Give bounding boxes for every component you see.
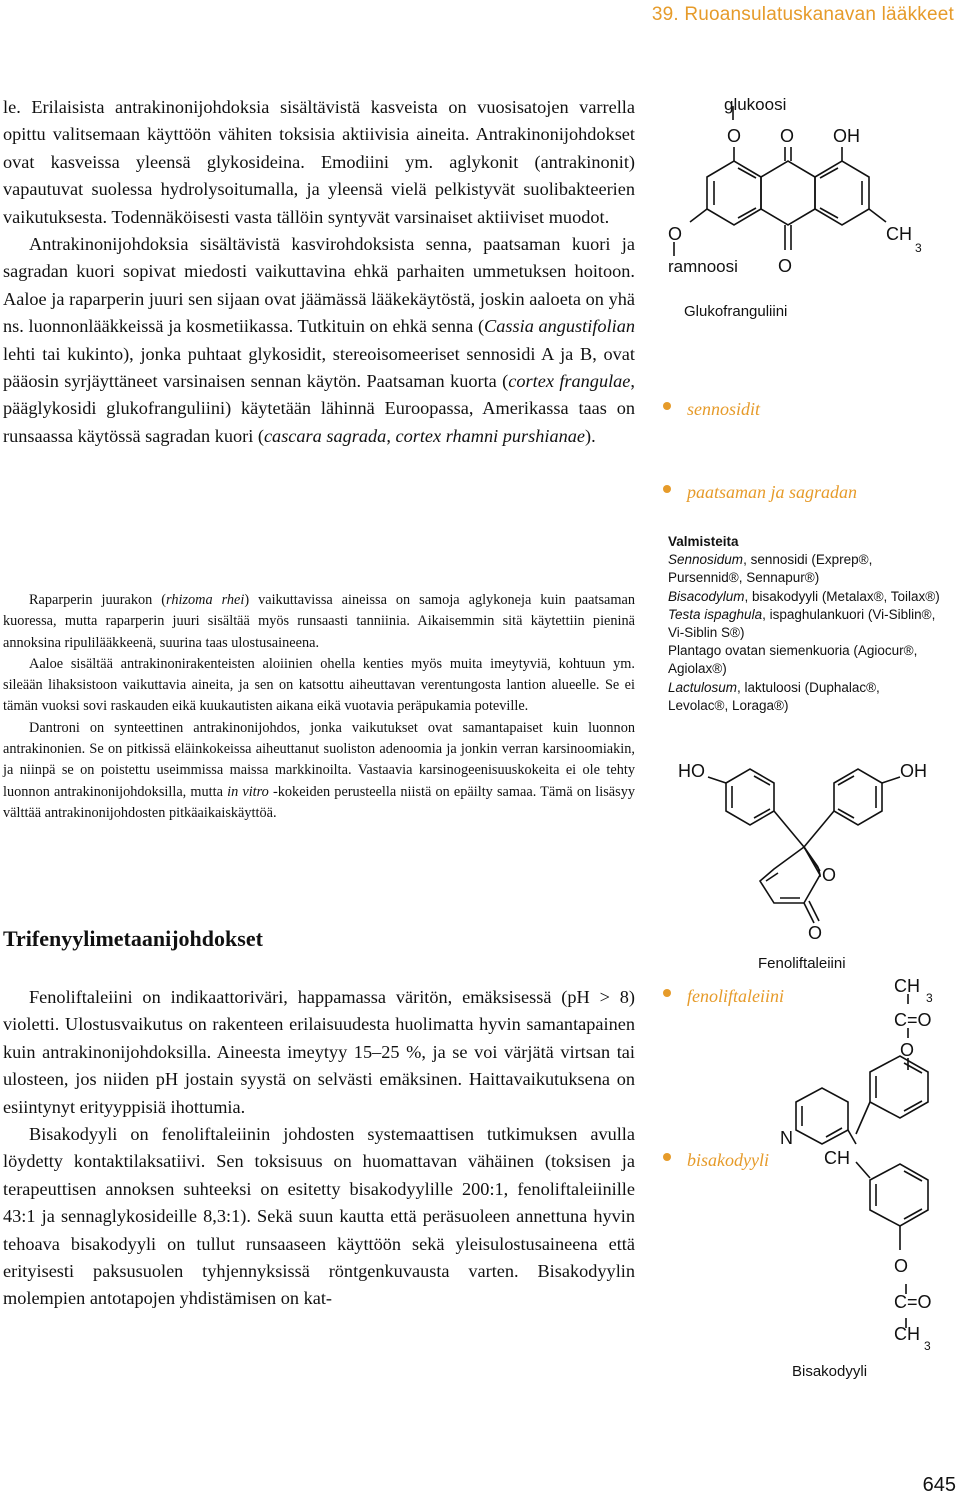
subscript-label: 3: [926, 991, 933, 1005]
sidebar-bullet-sennosidit: [663, 399, 760, 420]
sidebar-bullet-bisakodyyli: [663, 1150, 769, 1171]
methine-label: CH: [824, 1148, 850, 1168]
structure-caption: Glukofranguliini: [684, 303, 788, 320]
methyl-label: CH: [886, 224, 912, 244]
hydroxyl-label: HO: [678, 761, 705, 781]
prep-text: , laktuloosi (Duphalac®, Levolac®, Loraga®): [668, 679, 880, 713]
prep-item: [668, 679, 940, 715]
bullet-dot: [663, 989, 671, 997]
sugar-glucose-label: glukoosi: [724, 95, 787, 114]
oxygen-label: O: [894, 1256, 909, 1276]
text: Dantroni on synteettinen antrakinonijohdos, jonka vaikutukset ovat samantapaiset kuin luonnon antrakinonien. Se on pitkissä eläinkokeissa aiheuttanut suoliston adenoomia ja jonkin verran karsinoomiakin, ja niinpä se on poistettu useimmissa maissa markkinoilta. Vastaavia karsinogeenisuuskokeita ei ole tehty luonnon antrakinonijohdoksilla, mutta: [3, 719, 635, 800]
prep-latin: Testa ispaghula: [668, 606, 763, 622]
sidebar-bullet-paatsama: [663, 482, 857, 503]
prep-item: [668, 588, 940, 606]
prep-text: Plantago ovatan siemenkuoria (Agiocur®, Agiolax®): [668, 643, 918, 677]
text: lehti tai kukinto), jonka puhtaat glykosidit, stereoisomeeriset sennosidi A ja B, ovat pääosin syrjäyttäneet varsinaisen sennan käytön. Paatsaman kuorta (: [3, 343, 635, 392]
text: ,: [386, 425, 396, 446]
prep-item: [668, 642, 940, 678]
preparations-title: Valmisteita: [668, 534, 739, 549]
small-print: [3, 590, 635, 824]
oxygen-label: O: [668, 224, 683, 244]
prep-text: , sennosidi (Exprep®, Pursennid®, Sennapur®): [668, 552, 873, 586]
oxygen-label: O: [727, 126, 742, 146]
oxygen-label: O: [900, 1040, 915, 1060]
prep-item: [668, 551, 940, 587]
oxygen-label: O: [780, 126, 795, 146]
latin-term: cortex frangulae: [508, 371, 631, 392]
text: ) vaikuttavissa aineissa on samoja aglykoneja kuin paatsaman kuoressa, mutta raparperin juuri sisältää myös runsaasti tanniinia. Aikaisemmin sitä käytettiin pieninä annoksina ripulilääkkeenä, suurina taas ulostusaineena.: [3, 592, 635, 651]
structure-caption: Bisakodyyli: [792, 1363, 868, 1380]
phenolphthalein-rings: [708, 769, 900, 923]
prep-text: , ispaghulankuori (Vi-Siblin®, Vi-Siblin S®): [668, 606, 936, 641]
bullet-dot: [663, 1153, 671, 1161]
text: , pääglykosidi glukofranguliini) käytetään lähinnä Euroopassa, Amerikassa taas on runsaassa käytössä sagradan kuori (: [3, 371, 635, 446]
paragraph-kasvirohdokset: [3, 231, 635, 450]
hydroxyl-label: OH: [833, 126, 860, 146]
latin-term: cascara sagrada: [263, 425, 387, 446]
paragraph-bisakodyyli: Bisakodyyli on fenoliftaleiinin johdosten systemaattisen tutkimuksen avulla löydetty kontaktilaksatiivi. Sen toksisuus on huomattavan vähäinen (toksisen ja terapeuttisen annoksen suhteeksi on esitetty bisakodyylille 200:1, fenoliftaleiinille 43:1 ja sennaglykosideille 8,3:1). Sekä suun kautta että peräsuoleen annettuna hyvin tehoava bisakodyyli on tullut runsaaseen käyttöön sekä yleisulostusaineena että erityisesti paksusuolen tyhjennyksissä röntgenkuvausta varten. Bisakodyylin molempien antotapojen yhdistämisen on kat-: [3, 1124, 635, 1309]
structure-caption: Fenoliftaleiini: [758, 955, 846, 972]
nitrogen-label: N: [780, 1128, 793, 1148]
chapter-header: 39. Ruoansulatuskanavan lääkkeet: [651, 4, 954, 25]
preparations-list: [668, 533, 940, 715]
hydroxyl-label: OH: [900, 761, 927, 781]
prep-latin: Bisacodylum: [668, 588, 745, 604]
text: Antrakinonijohdoksia sisältävistä kasvirohdoksista senna, paatsaman kuori ja sagradan kuori sopivat miedosti vaikuttavina ehkä parhaiten ummetuksen hoitoon. Aaloe ja raparperin juuri sen sijaan ovat jäämässä lääkekäytöstä, joskin aaloeta on yhä ns. luonnonlääkkeissä ja kosmetiikassa. Tutkituin on ehkä senna (: [3, 234, 635, 337]
latin-term: Cassia angustifolian: [484, 316, 635, 337]
bullet-text: sennosidit: [687, 399, 761, 419]
bullet-dot: [663, 485, 671, 493]
latin-term: cortex rhamni purshianae: [395, 425, 586, 446]
section-heading: Trifenyylimetaanijohdokset: [3, 926, 263, 951]
text: ).: [585, 425, 596, 446]
prep-latin: Sennosidum: [668, 552, 744, 568]
prep-latin: Lactulosum: [668, 679, 738, 695]
page-number: 645: [922, 1474, 956, 1496]
latin-term: in vitro: [227, 783, 269, 800]
oxygen-label: O: [808, 923, 823, 943]
prep-item: [668, 606, 940, 642]
carbonyl-label: C=O: [894, 1292, 932, 1312]
subscript-label: 3: [924, 1339, 931, 1353]
sugar-rhamnose-label: ramnoosi: [668, 257, 738, 276]
carbonyl-label: C=O: [894, 1010, 932, 1030]
oxygen-label: O: [822, 865, 837, 885]
small-paragraph-aaloe: Aaloe sisältää antrakinonirakenteisten aloiinien ohella kenties myös muita imeytyviä, kohtuun ym. sileään lihaksistoon vaikuttavia aineita, ja sen on katsottu aiheuttavan verentungosta lantion alueelle. Se ei tämän vuoksi sovi raskauden eikä kuukautisten aikana eikä vuotavia peräpukamia poteville.: [3, 655, 635, 715]
oxygen-label: O: [778, 256, 793, 276]
main-column: [3, 94, 635, 450]
bullet-text: paatsaman ja sagradan: [687, 482, 858, 502]
small-paragraph-raparperi: [3, 590, 635, 654]
small-paragraph-dantroni: [3, 718, 635, 824]
bisakodyyli-structure: [760, 972, 955, 1384]
methyl-label: CH: [894, 976, 920, 996]
section-body: [3, 984, 635, 1313]
text: Raparperin juurakon (: [29, 592, 167, 608]
text: -kokeiden perusteella niistä on epäilty samaa. Tämä on lisäsyy välttää antrakinonijohdosten pitkäaikaiskäyttöä.: [3, 783, 636, 821]
paragraph-fenoliftaleiini: Fenoliftaleiini on indikaattoriväri, happamassa väritön, emäksisessä (pH > 8) violetti. Ulostusvaikutus on rakenteen erilaisuudesta huolimatta hyvin samantapainen kuin antrakinonijohdoksilla. Aineesta imeytyy 15–25 %, ja se voi värjätä virtsan tai ulosteen, jos niiden pH jostain syystä on selvästi emäksinen. Haittavaikutuksena on esiintynyt erityyppisiä ihottumia.: [3, 987, 635, 1117]
latin-term: rhizoma rhei: [166, 592, 245, 608]
bullet-dot: [663, 402, 671, 410]
glukofranguliini-structure: [660, 92, 950, 332]
paragraph-antrakinoni: le. Erilaisista antrakinonijohdoksia sisältävistä kasveista on vuosisatojen varrella opittu valitsemaan käyttöön vähiten toksisia aktiivisia aineita. Antrakinonijohdokset ovat kasveissa yleensä glykosideina. Emodiini ym. aglykonit (antrakinonit) vapautuvat suolessa hydrolysoitumalla, ja yleensä vielä pelkistyvät suolibakteerien vaikutuksesta. Todennäköisesti vasta tällöin syntyvät varsinaiset aktiiviset muodot.: [3, 97, 635, 227]
subscript-label: 3: [915, 241, 922, 255]
fenoliftaleiini-structure: [670, 755, 940, 973]
bullet-text: fenoliftaleiini: [687, 986, 784, 1006]
prep-text: , bisakodyyli (Metalax®, Toilax®): [744, 588, 940, 604]
bullet-text: bisakodyyli: [687, 1150, 769, 1170]
methyl-label: CH: [894, 1324, 920, 1344]
